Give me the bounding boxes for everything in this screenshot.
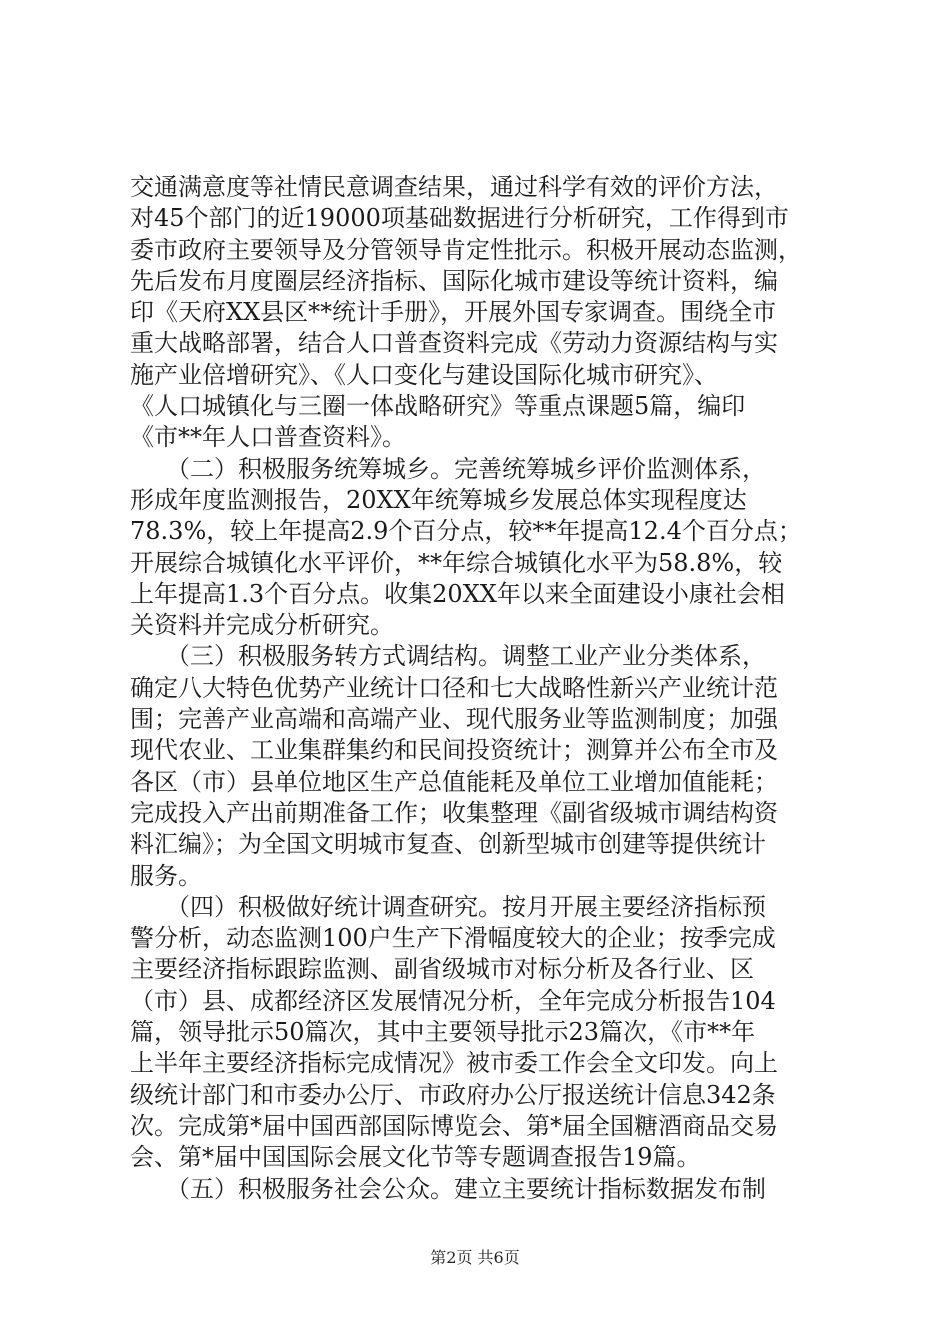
text-line: 现代农业、工业集群集约和民间投资统计；测算并公布全市及	[130, 736, 778, 765]
text-line: （四）积极做好统计调查研究。按月开展主要经济指标预	[130, 892, 766, 921]
text-line: 确定八大特色优势产业统计口径和七大战略性新兴产业统计范	[130, 673, 778, 702]
text-line: 服务。	[130, 861, 202, 890]
page-footer: 第2页 共6页	[430, 1248, 520, 1267]
text-line: 主要经济指标跟踪监测、副省级城市对标分析及各行业、区	[130, 955, 754, 984]
text-line: （五）积极服务社会公众。建立主要统计指标数据发布制	[130, 1174, 766, 1203]
text-line: 警分析，动态监测100户生产下滑幅度较大的企业；按季完成	[130, 924, 776, 953]
text-line: 篇，领导批示50篇次，其中主要领导批示23篇次，《市**年	[130, 1018, 756, 1047]
text-line: 印《天府XX县区**统计手册》，开展外国专家调查。围绕全市	[130, 298, 777, 327]
text-line: 上半年主要经济指标完成情况》被市委工作会全文印发。向上	[130, 1049, 778, 1078]
text-line: （三）积极服务转方式调结构。调整工业产业分类体系，	[130, 642, 766, 671]
text-line: 级统计部门和市委办公厅、市政府办公厅报送统计信息342条	[130, 1080, 776, 1109]
text-line: 委市政府主要领导及分管领导肯定性批示。积极开展动态监测，	[130, 235, 802, 264]
text-line: 对45个部门的近19000项基础数据进行分析研究，工作得到市	[130, 204, 789, 233]
text-line: 上年提高1.3个百分点。收集20XX年以来全面建设小康社会相	[130, 579, 785, 608]
text-line: 交通满意度等社情民意调查结果，通过科学有效的评价方法，	[130, 173, 778, 201]
text-line: 次。完成第*届中国西部国际博览会、第*届全国糖酒商品交易	[130, 1111, 778, 1140]
text-line: 《市**年人口普查资料》。	[130, 423, 406, 452]
text-line: （二）积极服务统筹城乡。完善统筹城乡评价监测体系，	[130, 454, 766, 483]
text-line: 完成投入产出前期准备工作；收集整理《副省级城市调结构资	[130, 798, 778, 827]
text-line: 重大战略部署，结合人口普查资料完成《劳动力资源结构与实	[130, 329, 778, 358]
text-line: 开展综合城镇化水平评价，**年综合城镇化水平为58.8%，较	[130, 548, 783, 577]
text-line: 施产业倍增研究》、《人口变化与建设国际化城市研究》、	[130, 360, 718, 389]
text-line: 各区（市）县单位地区生产总值能耗及单位工业增加值能耗；	[130, 767, 778, 796]
text-line: 形成年度监测报告，20XX年统筹城乡发展总体实现程度达	[130, 485, 747, 514]
body-text	[130, 172, 830, 1205]
text-line: （市）县、成都经济区发展情况分析，全年完成分析报告104	[130, 986, 776, 1015]
text-line: 先后发布月度圈层经济指标、国际化城市建设等统计资料，编	[130, 266, 778, 295]
text-line: 关资料并完成分析研究。	[130, 611, 394, 640]
text-line: 78.3%，较上年提高2.9个百分点，较**年提高12.4个百分点；	[130, 517, 802, 546]
text-line: 《人口城镇化与三圈一体战略研究》等重点课题5篇，编印	[130, 392, 746, 421]
text-line: 料汇编》；为全国文明城市复查、创新型城市创建等提供统计	[130, 830, 766, 859]
text-line: 围；完善产业高端和高端产业、现代服务业等监测制度；加强	[130, 705, 778, 734]
text-line: 会、第*届中国国际会展文化节等专题调查报告19篇。	[130, 1143, 701, 1172]
